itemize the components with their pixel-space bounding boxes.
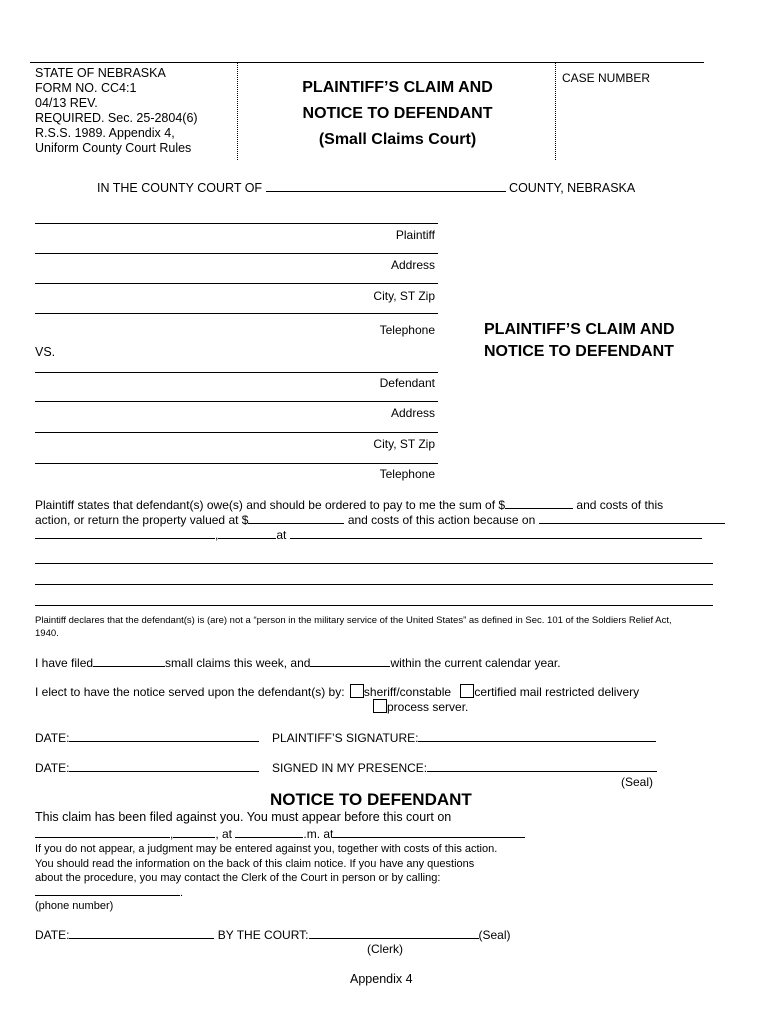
court-seal-label: (Seal) xyxy=(478,928,511,942)
property-value-field[interactable] xyxy=(248,512,344,524)
claim-location-field[interactable] xyxy=(290,527,702,539)
requirement: REQUIRED. Sec. 25-2804(6) xyxy=(35,111,198,125)
side-title xyxy=(484,319,675,363)
court-date-field[interactable] xyxy=(69,927,214,939)
appearance-time-field[interactable] xyxy=(235,826,303,838)
claim-amount-field[interactable] xyxy=(505,497,573,509)
plaintiff-address-line[interactable] xyxy=(35,253,438,254)
process-server-checkbox[interactable] xyxy=(373,699,387,713)
notice-line-1: This claim has been filed against you. You must appear before this court on xyxy=(35,810,452,824)
claim-month-field[interactable] xyxy=(35,527,215,539)
claim-line-3 xyxy=(35,527,702,542)
notice-title: NOTICE TO DEFENDANT xyxy=(270,790,472,809)
court-date-label: DATE: xyxy=(35,928,70,942)
claim-text-1: Plaintiff states that defendant(s) owe(s) and should be ordered to pay to me the sum of $ xyxy=(35,498,506,512)
plaintiff-telephone-label: Telephone xyxy=(379,323,435,337)
notice-appearance-line xyxy=(35,826,525,841)
defendant-address-line[interactable] xyxy=(35,401,438,402)
court-line xyxy=(97,180,635,196)
notice-warning xyxy=(35,842,497,886)
title-line-3: (Small Claims Court) xyxy=(318,131,477,148)
claim-comma: , xyxy=(215,528,219,542)
header-divider-right xyxy=(555,63,556,160)
warning-line-1: If you do not appear, a judgment may be entered against you, together with costs of this action. xyxy=(35,843,498,855)
phone-label: (phone number) xyxy=(35,900,114,912)
state-line: STATE OF NEBRASKA xyxy=(35,66,166,80)
county-field[interactable] xyxy=(266,180,506,192)
filed-prefix: I have filed xyxy=(35,656,94,670)
filed-line xyxy=(35,655,561,670)
claim-text-2: and costs of this xyxy=(576,498,664,512)
claim-line-2 xyxy=(35,512,725,527)
plaintiff-signature-line xyxy=(272,730,656,745)
claim-reason-line-3[interactable] xyxy=(35,605,713,606)
appearance-m-at: .m. at xyxy=(303,827,334,841)
military-declaration xyxy=(35,614,672,640)
court-date-line xyxy=(35,927,511,942)
footer-appendix: Appendix 4 xyxy=(350,972,413,986)
warning-line-2: You should read the information on the back of this claim notice. If you have any questions xyxy=(35,857,475,870)
certified-mail-checkbox[interactable] xyxy=(460,684,474,698)
claim-line-1 xyxy=(35,497,663,512)
phone-period: . xyxy=(180,887,184,899)
court-prefix: IN THE COUNTY COURT OF xyxy=(97,181,263,195)
form-identifier xyxy=(35,66,198,156)
filed-suffix: within the current calendar year. xyxy=(390,656,561,670)
plaintiff-name-line[interactable] xyxy=(35,223,438,224)
defendant-telephone-line[interactable] xyxy=(35,463,438,464)
statute: R.S.S. 1989. Appendix 4, xyxy=(35,126,175,140)
claim-at: at xyxy=(276,528,287,542)
plaintiff-city-line[interactable] xyxy=(35,283,438,284)
filed-middle: small claims this week, and xyxy=(165,656,311,670)
header-top-rule xyxy=(30,62,704,63)
phone-line xyxy=(35,885,183,900)
by-court-label: BY THE COURT: xyxy=(217,928,309,942)
claim-year-field[interactable] xyxy=(218,527,276,539)
claim-date-field[interactable] xyxy=(539,512,725,524)
form-title xyxy=(250,76,545,152)
versus-label: VS. xyxy=(35,345,56,359)
header-divider-left xyxy=(237,63,238,160)
signed-presence-label: SIGNED IN MY PRESENCE: xyxy=(272,761,428,775)
process-server-line xyxy=(371,699,468,714)
claim-reason-line-2[interactable] xyxy=(35,584,713,585)
title-line-2: NOTICE TO DEFENDANT xyxy=(302,105,493,122)
date-label: DATE: xyxy=(35,731,70,745)
claim-text-4: and costs of this action because on xyxy=(347,513,536,527)
appearance-at: , at xyxy=(215,827,233,841)
military-text: Plaintiff declares that the defendant(s) is (are) not a “person in the military service of the United States” as defined in Sec. 101 of the Soldiers Relief Act, xyxy=(35,615,672,626)
clerk-signature-field[interactable] xyxy=(309,927,479,939)
claim-text-3: action, or return the property valued at $ xyxy=(35,513,249,527)
appearance-comma: , xyxy=(170,827,174,841)
case-number-label: CASE NUMBER xyxy=(562,71,651,85)
phone-field[interactable] xyxy=(35,885,180,896)
process-server-label: process server. xyxy=(387,700,469,714)
plaintiff-label: Plaintiff xyxy=(395,228,435,242)
claims-this-year-field[interactable] xyxy=(310,655,390,667)
date-label-2: DATE: xyxy=(35,761,70,775)
side-title-line-1: PLAINTIFF’S CLAIM AND xyxy=(484,321,675,338)
service-prefix: I elect to have the notice served upon the defendant(s) by: xyxy=(35,685,345,699)
warning-line-3: about the procedure, you may contact the Clerk of the Court in person or by calling: xyxy=(35,872,441,884)
plaintiff-address-label: Address xyxy=(390,258,435,272)
revision: 04/13 REV. xyxy=(35,96,98,110)
sheriff-label: sheriff/constable xyxy=(363,685,452,699)
seal-label: (Seal) xyxy=(621,775,654,789)
sheriff-checkbox[interactable] xyxy=(350,684,364,698)
appearance-date-field[interactable] xyxy=(35,826,170,838)
certified-mail-label: certified mail restricted delivery xyxy=(474,685,640,699)
defendant-city-label: City, ST Zip xyxy=(373,437,435,451)
date-field-1[interactable] xyxy=(69,730,259,742)
form-number: FORM NO. CC4:1 xyxy=(35,81,137,95)
defendant-label: Defendant xyxy=(379,376,435,390)
signed-presence-field[interactable] xyxy=(427,760,657,772)
plaintiff-signature-field[interactable] xyxy=(418,730,656,742)
court-suffix: COUNTY, NEBRASKA xyxy=(509,181,636,195)
plaintiff-city-label: City, ST Zip xyxy=(373,289,435,303)
plaintiff-telephone-line[interactable] xyxy=(35,313,438,314)
date-line-2 xyxy=(35,760,259,775)
service-line xyxy=(35,684,639,699)
clerk-label: (Clerk) xyxy=(367,942,403,956)
title-line-1: PLAINTIFF’S CLAIM AND xyxy=(302,79,493,96)
claims-this-week-field[interactable] xyxy=(93,655,165,667)
court-rules: Uniform County Court Rules xyxy=(35,141,192,155)
appearance-year-field[interactable] xyxy=(173,826,215,838)
defendant-address-label: Address xyxy=(390,406,435,420)
date-field-2[interactable] xyxy=(69,760,259,772)
signed-presence-line xyxy=(272,760,657,775)
appearance-location-field[interactable] xyxy=(333,826,525,838)
claim-reason-line-1[interactable] xyxy=(35,563,713,564)
defendant-city-line[interactable] xyxy=(35,432,438,433)
date-line-1 xyxy=(35,730,259,745)
military-year: 1940. xyxy=(35,628,59,639)
defendant-name-line[interactable] xyxy=(35,372,438,373)
side-title-line-2: NOTICE TO DEFENDANT xyxy=(484,343,674,360)
defendant-telephone-label: Telephone xyxy=(379,467,435,481)
plaintiff-signature-label: PLAINTIFF’S SIGNATURE: xyxy=(272,731,419,745)
